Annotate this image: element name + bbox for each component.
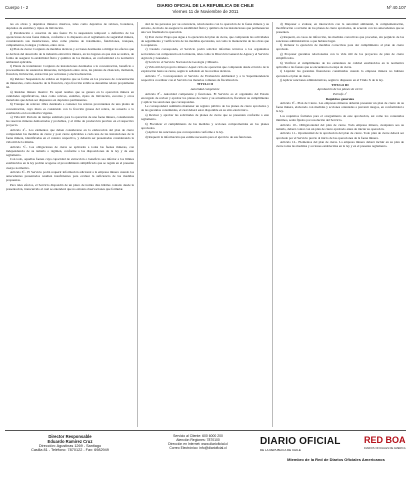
paragraph: h) Verificar el cumplimiento de los estándares de calidad establecidos en la normativa aplicable a las faenas que se encuentren en etapa de cierre. — [276, 60, 404, 69]
paragraph: e) Vida útil del proyecto minero: Aquel ciclo de operación que comprende desde el inicio de la explotación hasta su cierre, según lo señalado en las normas técnicas. — [141, 64, 269, 73]
paragraph: i) Liquidar las garantías financieras constituidas cuando la empresa minera no hubiere ejecutado el plan de cierre. — [276, 69, 404, 78]
address-line: Casilla 81 - Teléfono: 7870122 - Fax: 6982949 — [31, 448, 109, 452]
page-section-label: Cuerpo I - 2 — [5, 5, 29, 10]
paragraph: Artículo 12.- Elementos del plan de cierre. La empresa minera deberá incluir en su plan de cierre todas las medidas y acciones establecidas en la ley y en el presente reglamento. — [276, 140, 404, 149]
services-block — [143, 434, 253, 450]
column-divider — [272, 22, 273, 427]
section-title: TITULO III — [331, 82, 349, 87]
paragraph: Artículo 5º.- Las obligaciones de cierre se aplicarán a todas las faenas mineras, con independencia de su tamaño o régimen, conforme a las disposiciones de la ley y de este reglamento. — [6, 144, 134, 157]
red-boa-name: RED BOA — [364, 435, 406, 445]
paragraph: b) Fiscalizar el cumplimiento de las medidas y acciones comprometidas en los planes aprobados. — [141, 121, 269, 130]
paragraph: l) Planta de tratamiento: Conjunto de instalaciones destinadas a la concentración, beneficio o procesamiento de sustancias minerales, incluyendo entre otras, las plantas de chancado, molienda, flotación, lixiviación, extracción por solventes y electroobtención. — [6, 64, 134, 77]
header-divider — [5, 18, 406, 19]
paragraph: dad de las personas por su ocurrencia, relacionados con la operación de la faena minera y su entorno, de modo de asegurar la estabilidad física y química de las instalaciones que permanezcan una vez finalizada la operación. — [141, 22, 269, 35]
paragraph: Artículo 8º.- Autoridad competente y funciones. El Servicio es el organismo del Estado encargado de revisar y aprobar los planes de cierre y su actualización, fiscalizar su cumplimiento y aplicar las sanciones que correspondan. — [141, 91, 269, 104]
red-boa-logo — [364, 434, 408, 454]
masthead-title: DIARIO OFICIAL DE LA REPUBLICA DE CHILE — [157, 3, 254, 8]
address-line: Dirección: Agustinas 1269 - Santiago — [38, 444, 102, 448]
service-line: Atención Regiones: 7870100 — [176, 438, 220, 442]
paragraph: d) Disponer o evaluar, en interacción con la autoridad ambiental, la complementación, modificación o revisión de los planes de cierre aprobados, de acuerdo con los antecedentes que se presenten. — [276, 22, 404, 35]
brand-logo — [260, 434, 411, 454]
paragraph: e) Requerir, en casos de infracción, las medidas correctivas que procedan, sin perjuicio de las sanciones administrativas a que hubiere lugar. — [276, 34, 404, 43]
column-1 — [6, 22, 134, 427]
paragraph: c) Aplicar las sanciones que correspondan conforme a la ley. — [145, 130, 224, 135]
paragraph: d) Requerir la información que estime necesaria para el ejercicio de sus funciones. — [145, 134, 253, 139]
section-subtitle: Autoridad competente — [190, 86, 220, 91]
section-subtitle: Párrafo 1º — [333, 92, 347, 97]
paragraph: n) Residuo minero masivo: Es aquel residuo que se genera en la operación minera en cantidades significativas, tales como relaves, estériles, ripios de lixiviación, escorias y otros materiales que deban ser dispuestos en depósitos permanentes. — [6, 89, 134, 102]
service-line: Servicio al Cliente: 600 6000 200 — [173, 434, 223, 438]
email-link[interactable]: Correo Electrónico: info@diarioficial.cl — [169, 446, 227, 450]
paragraph: g) Proponer garantías relacionadas con la vida útil de los proyectos de plan de cierre simplificados. — [276, 52, 404, 61]
brand-subtitle: DE LA REPUBLICA DE CHILE — [260, 448, 301, 452]
paragraph: Para tales efectos, el Servicio dispondrá de un plazo de treinta días hábiles contado desde la presentación, transcurrido el cual se entenderá que no existen observaciones que formular. — [6, 182, 134, 191]
paragraph: b) Post cierre: Etapa que sigue a la ejecución del plan de cierre, que comprende las actividades de seguimiento y verificación de las medidas ejecutadas, así como la mantención de las obras que lo requieran. — [141, 34, 269, 47]
paragraph: j) Paralización o cesación de una faena: Es la suspensión temporal o definitiva de las operaciones de una faena minera, conforme a lo dispuesto en el reglamento de seguridad minera, considerando sus instalaciones, tales como plantas de tratamiento, fundiciones, tranques, campamentos, bodegas y talleres, entre otras. — [6, 30, 134, 47]
red-boa-subtitle: DIARIOS OFICIALES DE AMERICA — [364, 447, 406, 450]
paragraph: tes en obras y depósitos mineros masivos, tales como depósitos de relaves, botaderos, depósitos de estériles y ripios de lixiviación. — [6, 22, 134, 31]
column-3 — [276, 22, 404, 427]
page-footer — [5, 430, 406, 477]
section-title: TITULO II — [197, 82, 213, 87]
paragraph: ñ) Tranque de relaves: Obra destinada a contener los relaves provenientes de una planta de concentración, cuyo muro es construido con la fracción gruesa del relave, de acuerdo a lo establecido en la normativa vigente. — [6, 102, 134, 115]
paragraph: Los requisitos formales para el otorgamiento de este aprobación, así como los contenidos mínimos, serán fijados por resolución del Servicio. — [276, 114, 404, 123]
paragraph: Le corresponderá asimismo mantener un registro público de los planes de cierre aprobados y de las garantías constituidas, el cual deberá estar disponible en su sitio electrónico. — [141, 104, 269, 113]
body-columns — [6, 22, 405, 427]
paragraph: f) Ordenar la ejecución de medidas correctivas para dar cumplimiento al plan de cierre aprobado. — [276, 43, 404, 52]
brand-name: DIARIO OFICIAL — [260, 436, 341, 447]
paragraph: Artículo 9º.- Plan de Cierre. Las empresas mineras deberán presentar un plan de cierre de su faena minera, elaborado con medidas y acciones orientadas a prevenir riesgos, en conformidad a la ley. — [276, 101, 404, 114]
column-2 — [141, 22, 269, 427]
paragraph: d) Servicio: el Servicio Nacional de Geología y Minería. — [145, 60, 219, 65]
masthead — [5, 3, 406, 14]
website-link[interactable]: Dirección en Internet: www.diarioficial.cl — [168, 442, 228, 446]
paragraph: Artículo 6º.- El Servicio podrá requerir información adicional a la empresa minera cuando los antecedentes presentados resulten insuficientes para evaluar la suficiencia de las medidas propuestas. — [6, 170, 134, 183]
paragraph: Con todo, aquellas faenas cuya capacidad de extracción o beneficio sea inferior a los límites establecidos en la ley podrán acogerse al procedimiento simplificado que se regula en el presente cuerpo normativo. — [6, 157, 134, 170]
membership-note: Miembro de la Red de Diarios Oficiales Americanos — [287, 457, 385, 462]
director-name: Eduardo Ramírez Cruz — [47, 439, 93, 444]
director-block — [5, 434, 135, 452]
paragraph: k) Plan de cierre: Conjunto de medidas técnicas y acciones destinadas a mitigar los efectos que se derivan del desarrollo de la industria extractiva minera, en los lugares en que ésta se realice, de forma de asegurar la estabilidad física y química de los mismos, en conformidad a la normativa ambiental aplicable. — [6, 47, 134, 64]
page-header — [5, 3, 406, 19]
paragraph: o) Vida útil: Periodo de tiempo estimado para la operación de una faena minera, considerando las reservas mineras demostradas y probables, y el ritmo de producción previsto en el respectivo proyecto. — [6, 115, 134, 128]
paragraph: m) Relave: Suspensión de sólidos en líquidos que se forma en los procesos de concentración de minerales, como desecho de la flotación, cuya fracción sólida se denomina relave propiamente tal. — [6, 76, 134, 90]
paragraph: Artículo 7º.- Corresponderá al Servicio de Evaluación Ambiental y a la Superintendencia respectiva coordinar con el Servicio las materias comunes de fiscalización. — [141, 73, 269, 82]
director-label: Director Responsable — [48, 434, 92, 439]
column-divider — [137, 22, 138, 427]
issue-number: Nº 40.107 — [386, 5, 406, 10]
section-title: Requisitos generales — [325, 96, 355, 101]
paragraph: a) Revisar y aprobar las solicitudes de planes de cierre que se presenten conforme a este reglamento. — [141, 112, 269, 121]
issue-date: Viernes 11 de Noviembre de 2011 — [172, 9, 239, 14]
paragraph: Artículo 11.- Oportunidad de la aprobación del plan de cierre. Todo plan de cierre deberá ser aprobado por el Servicio previo al inicio de las operaciones de la faena minera. — [276, 131, 404, 140]
paragraph: c) Cuando corresponda, el Servicio podrá solicitar informes técnicos a los organismos sectoriales con competencia en la materia, tales como la Dirección General de Aguas y el Servicio Agrícola y Ganadero. — [141, 47, 269, 60]
section-subtitle: Aprobación de los planes de cierre — [317, 87, 363, 92]
paragraph: j) Aplicar sanciones administrativas, según lo dispuesto en el Título X de la ley. — [280, 78, 384, 83]
paragraph: Artículo 10.- Obligatoriedad del plan de cierre. Toda empresa minera, cualquiera sea su tamaño, deberá contar con un plan de cierre aprobado antes de iniciar su operación. — [276, 122, 404, 131]
paragraph: Artículo 4º.- Los elementos que deben considerarse en la elaboración del plan de cierre comprenden las medidas de cierre y post cierre aplicables a cada una de las instalaciones de la faena minera, identificadas en el catastro respectivo, y deberán ser presentadas considerando la vida útil de la misma. — [6, 127, 134, 145]
